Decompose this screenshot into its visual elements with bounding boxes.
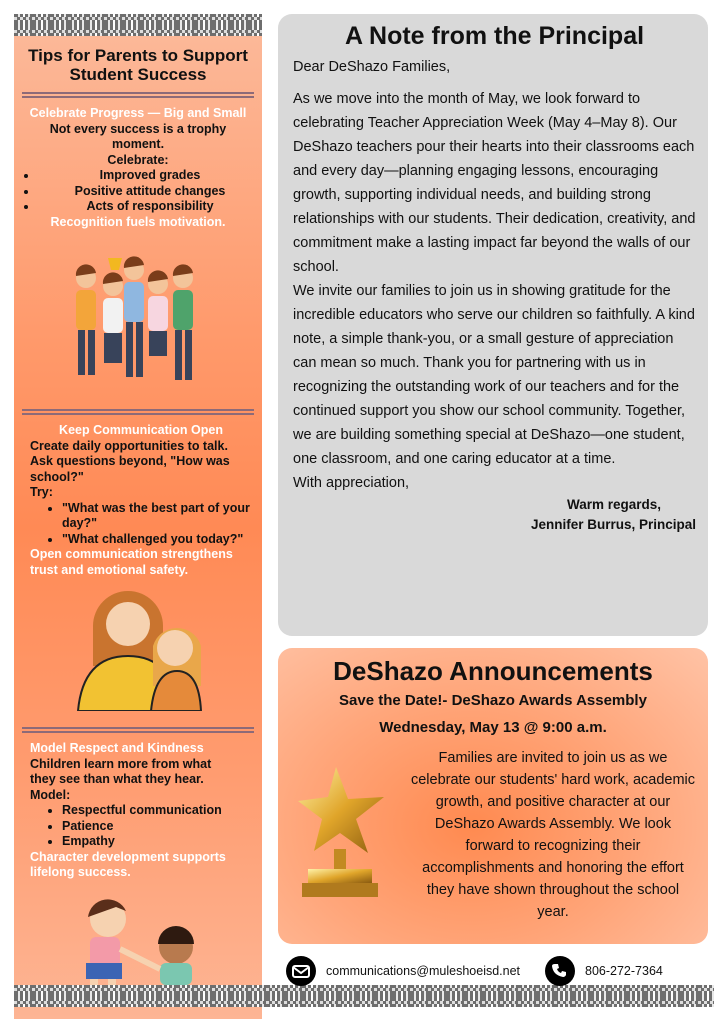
phone-icon (545, 956, 575, 986)
tips-section-respect (14, 741, 262, 881)
section-intro: Not every success is a trophy moment. (49, 121, 227, 151)
section-heading: Keep Communication Open (59, 423, 223, 437)
section-lead: Try: (30, 485, 53, 499)
tips-section-communication (14, 423, 262, 578)
bullet: • Patience (62, 819, 252, 835)
mail-icon (286, 956, 316, 986)
decorative-border-top (14, 14, 262, 36)
children-sharing-illustration (14, 889, 262, 1001)
email-link[interactable]: communications@muleshoeisd.net (326, 964, 521, 978)
parent-tips-column (14, 36, 262, 1019)
parent-child-talking-illustration (14, 586, 262, 711)
signature: Jennifer Burrus, Principal (530, 517, 696, 532)
announcement-body: Families are invited to join us as we celebrate our students' hard work, academic growth, and positive character at our DeShazo Awards Assembly. We look forward to recognizing their accomplishments and honoring the effort they have shown throughout the school year. (410, 750, 696, 920)
phone-number[interactable]: 806-272-7364 (585, 964, 663, 978)
divider (22, 92, 254, 98)
section-closing: Open communication strengthens trust and emotional safety. (30, 547, 233, 577)
section-closing: Character development supports lifelong success. (30, 849, 226, 879)
bullet: • Acts of responsibility (38, 199, 262, 215)
section-intro: Create daily opportunities to talk. (30, 438, 228, 453)
event-title: Save the Date!- DeShazo Awards Assembly (339, 692, 647, 709)
contact-email (286, 956, 545, 986)
paragraph-2: We invite our families to join us in showing gratitude for the incredible educators who serve our children so faithfully. A kind note, a simple thank-you, or a small gesture of appreciation can mean so much. Thank you for partnering with us in recognizing the outstanding work of our teachers and for the continued support you show our school community. Together, we are building something special at DeShazo—one student, one classroom, and one caring educator at a time. (293, 283, 695, 467)
bullet: • "What was the best part of your day?" (62, 501, 252, 532)
bullet: • Improved grades (38, 168, 262, 184)
section-lead: Model: (30, 787, 71, 802)
contact-row (278, 956, 708, 986)
announcements-card (278, 648, 708, 944)
contact-phone (545, 956, 663, 986)
closing: With appreciation, (293, 475, 410, 491)
tips-section-celebrate (14, 106, 262, 230)
divider (22, 727, 254, 733)
announcements-title: DeShazo Announcements (333, 656, 653, 686)
bullet: • Respectful communication (62, 803, 252, 819)
divider (22, 409, 254, 415)
celebrating-kids-illustration (14, 238, 262, 393)
principal-note-card (278, 14, 708, 636)
bullet: • Positive attitude changes (38, 184, 262, 200)
decorative-border-bottom (14, 985, 714, 1007)
section-intro: Ask questions beyond, "How was school?" (30, 454, 230, 484)
section-heading: Celebrate Progress — Big and Small (29, 106, 247, 120)
paragraph-1: As we move into the month of May, we look forward to celebrating Teacher Appreciation Week (May 4–May 8). Our DeShazo teachers pour their hearts into their classrooms each and every day—planning engaging lessons, encouraging growth, supporting individual needs, and building strong relationships with our students. Their dedication, creativity, and commitment make a lasting impact far beyond the walls of our school. (293, 91, 696, 275)
section-intro: Children learn more from what they see than what they hear. (30, 756, 212, 786)
section-closing: Recognition fuels motivation. (50, 214, 226, 229)
event-date: Wednesday, May 13 @ 9:00 a.m. (379, 719, 607, 736)
principal-note-title: A Note from the Principal (344, 22, 645, 50)
greeting: Dear DeShazo Families, (293, 59, 451, 75)
star-trophy-illustration (290, 765, 396, 905)
signoff: Warm regards, (566, 497, 661, 512)
section-lead: Celebrate: (107, 152, 169, 167)
right-column (278, 14, 708, 986)
section-heading: Model Respect and Kindness (30, 741, 204, 755)
bullet: • Empathy (62, 834, 252, 850)
tips-title: Tips for Parents to Support Student Success (28, 46, 248, 84)
bullet: • "What challenged you today?" (62, 532, 252, 548)
